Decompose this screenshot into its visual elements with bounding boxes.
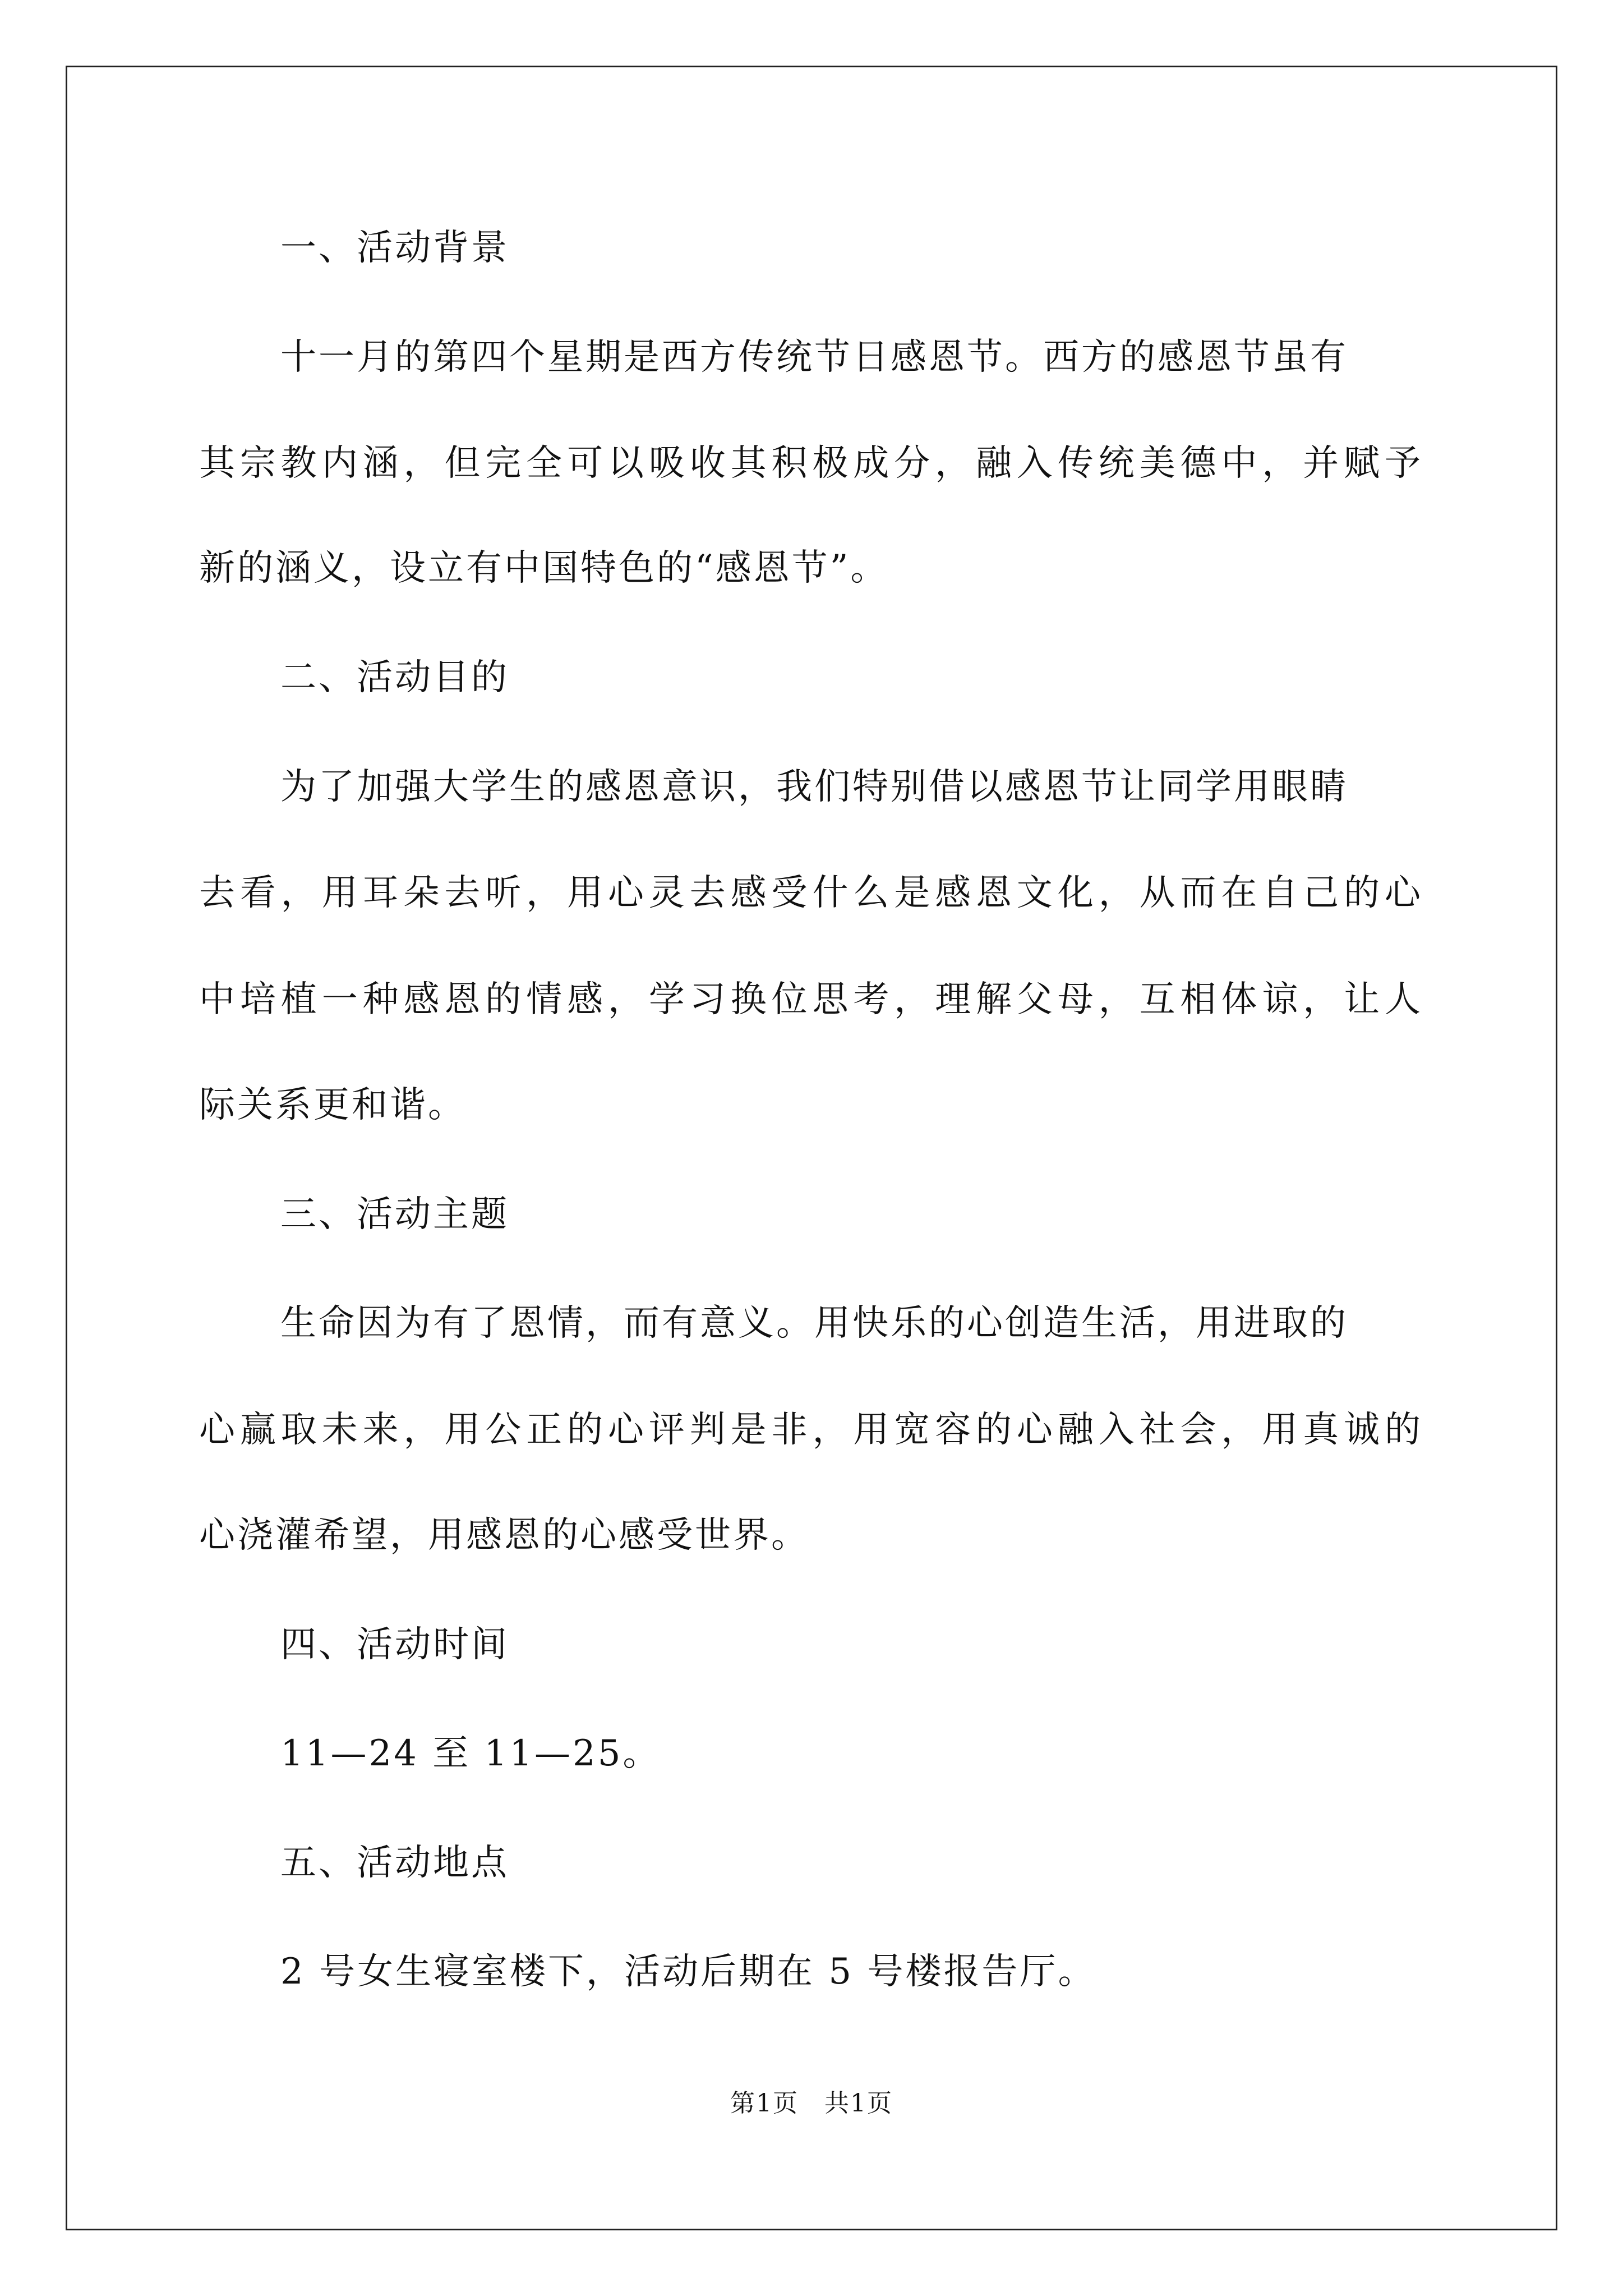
paragraph-line: 生命因为有了恩情，而有意义。用快乐的心创造生活，用进取的 xyxy=(280,1303,1348,1344)
section-heading-background: 一、活动背景 xyxy=(280,227,509,269)
paragraph-line: 中培植一种感恩的情感，学习换位思考，理解父母，互相体谅，让人 xyxy=(199,979,1422,1020)
paragraph-line: 11—24 至 11—25。 xyxy=(280,1733,661,1774)
paragraph-line: 心赢取未来，用公正的心评判是非，用宽容的心融入社会，用真诚的 xyxy=(199,1409,1422,1451)
paragraph-line: 心浇灌希望，用感恩的心感受世界。 xyxy=(199,1515,809,1556)
page-border xyxy=(66,66,1557,2230)
paragraph-line: 际关系更和谐。 xyxy=(199,1084,466,1126)
paragraph-line: 新的涵义，设立有中国特色的“感恩节”。 xyxy=(199,547,889,589)
section-heading-location: 五、活动地点 xyxy=(280,1842,509,1884)
section-heading-theme: 三、活动主题 xyxy=(280,1194,509,1235)
section-heading-purpose: 二、活动目的 xyxy=(280,657,509,698)
paragraph-line: 去看，用耳朵去听，用心灵去感受什么是感恩文化，从而在自己的心 xyxy=(199,872,1422,914)
paragraph-line: 2 号女生寝室楼下，活动后期在 5 号楼报告厅。 xyxy=(280,1951,1096,1993)
paragraph-line: 十一月的第四个星期是西方传统节日感恩节。西方的感恩节虽有 xyxy=(280,337,1348,378)
section-heading-time: 四、活动时间 xyxy=(280,1624,509,1665)
paragraph-line: 其宗教内涵，但完全可以吸收其积极成分，融入传统美德中，并赋予 xyxy=(199,443,1422,484)
paragraph-line: 为了加强大学生的感恩意识，我们特别借以感恩节让同学用眼睛 xyxy=(280,766,1348,808)
page-footer: 第1页 共1页 xyxy=(730,2089,893,2118)
